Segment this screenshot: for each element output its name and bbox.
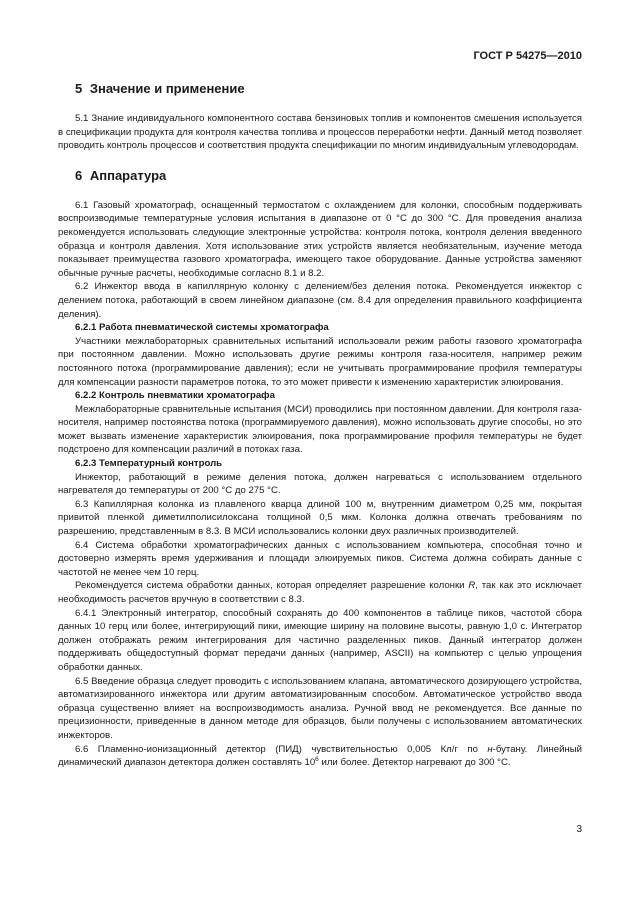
heading-6-2-2: 6.2.2 Контроль пневматики хроматографа	[75, 390, 275, 402]
exponent-6: 6	[315, 755, 319, 763]
page-content	[58, 68, 582, 770]
paragraph-5-1: 5.1 Знание индивидуального компонентного состава бензиновых топлив и компонентов смешения используется в спецификации продукта для контроля качества топлива и процессов переработки нефти. Данный метод позволяет проводить контроль процессов и соответствия продукта спецификации по многим индивидуальным углеводородам.	[58, 113, 582, 152]
paragraph-6-5: 6.5 Введение образца следует проводить с использованием клапана, автоматического дозирующего устройства, автоматизированного инжектора или другим автоматизированным способом. Автоматическое устройство ввода образца существенно влияет на воспроизводимость анализа. Ручной ввод не рекомендуется. Все данные по прецизионности, приведенные в данном методе для образцов, были получены с использованием автоматических инжекторов.	[58, 675, 582, 741]
paragraph-6-1: 6.1 Газовый хроматограф, оснащенный термостатом с охлаждением для колонки, способным поддерживать воспроизводимые температурные условия испытания в диапазоне от 0 °С до 300 °С. Для проведения анализа рекомендуется использовать следующие электронные устройства: контроля потока, контроля деления введенного образца и контроля давления. Хотя использование этих устройств является необязательным, изучение метода показывает преимущества газового хроматографа, имеющего такое оборудование. Данные устройства заменяют обычные ручные расчеты, необходимые согласно 8.1 и 8.2.	[58, 199, 582, 279]
section-6-number: 6	[75, 167, 83, 183]
section-6-heading	[75, 168, 582, 183]
paragraph-6-4-1: 6.4.1 Электронный интегратор, способный сохранять до 400 компонентов в таблице пиков, частотой сбора данных 10 герц или более, интегрирующий пики, имеющие ширину на половине высоты, равную 1,0 с. Интегратор должен отображать режим интегрирования для частично разделенных пиков. Данный интегратор должен поддерживать общедоступный формат передачи данных (например, ASCII) на компьютер с целью упрощения обработки данных.	[58, 607, 582, 673]
n-prefix: н	[487, 743, 493, 755]
p66-text-a: 6.6 Пламенно-ионизационный детектор (ПИД) чувствительностью 0,005 Кл/г по	[75, 743, 488, 755]
page-number: 3	[576, 824, 582, 835]
document-code: ГОСТ Р 54275—2010	[473, 50, 582, 62]
section-5-number: 5	[75, 81, 83, 96]
paragraph-6-2: 6.2 Инжектор ввода в капиллярную колонку с делением/без деления потока. Рекомендуется инжектор с делением потока, работающий в своем линейном диапазоне (см. 8.4 для определения правильного коэффициента деления).	[58, 281, 582, 320]
p66-text-b: -бутану. Линейный динамический диапазон детектора должен составлять 10	[58, 743, 582, 769]
paragraph-6-3: 6.3 Капиллярная колонка из плавленого кварца длиной 100 м, внутренним диаметром 0,25 мм, покрытая привитой пленкой диметилполисилоксана толщиной 0,5 мкм. Колонка должна отвечать требованиям по разрешению, представленным в 8.3. В МСИ использовались колонки двух различных производителей.	[58, 498, 582, 538]
paragraph-6-2-2: Межлабораторные сравнительные испытания (МСИ) проводились при постоянном давлении. Для контроля газа-носителя, например постоянства потока (программируемого давления), можно использовать другие способы, но это может вызвать изменение характеристик элюирования, пока программирование профиля температуры не будет подстроено для компенсации различий в потоках газа.	[58, 403, 582, 456]
paragraph-6-2-1: Участники межлабораторных сравнительных испытаний использовали режим работы газового хроматографа при постоянном давлении. Можно использовать другие режимы контроля газа-носителя, например режим постоянного потока (программирование давления); если не учитывать программирование профиля температуры для компенсации разности параметров потока, то это может привести к изменению характеристик элюирования.	[58, 335, 582, 388]
paragraph-6-4: 6.4 Система обработки хроматографических данных с использованием компьютера, способная точно и достоверно измерять время удерживания и площади элюируемых пиков. Система должна собирать данные с частотой не менее чем 10 герц.	[58, 539, 582, 578]
section-6-title: Аппаратура	[89, 167, 167, 183]
p66-text-c: или более. Детектор нагревают до 300 °С.	[318, 757, 511, 769]
paragraph-6-2-3: Инжектор, работающий в режиме деления потока, должен нагреваться с использованием отдельного нагревателя до температуры от 200 °С до 275 °С.	[58, 471, 582, 497]
section-5-heading	[75, 81, 582, 96]
rec-text-b: , так как это исключает необходимость расчетов вручную в соответствии с 8.3.	[58, 580, 582, 605]
section-5-title: Значение и применение	[89, 81, 245, 96]
paragraph-6-4-recommendation	[58, 579, 582, 606]
paragraph-6-6	[58, 743, 582, 770]
resolution-symbol: R	[468, 580, 476, 592]
heading-6-2-1: 6.2.1 Работа пневматической системы хроматографа	[75, 322, 329, 334]
heading-6-2-3: 6.2.3 Температурный контроль	[75, 458, 223, 470]
rec-text-a: Рекомендуется система обработки данных, которая определяет разрешение колонки	[75, 580, 469, 592]
